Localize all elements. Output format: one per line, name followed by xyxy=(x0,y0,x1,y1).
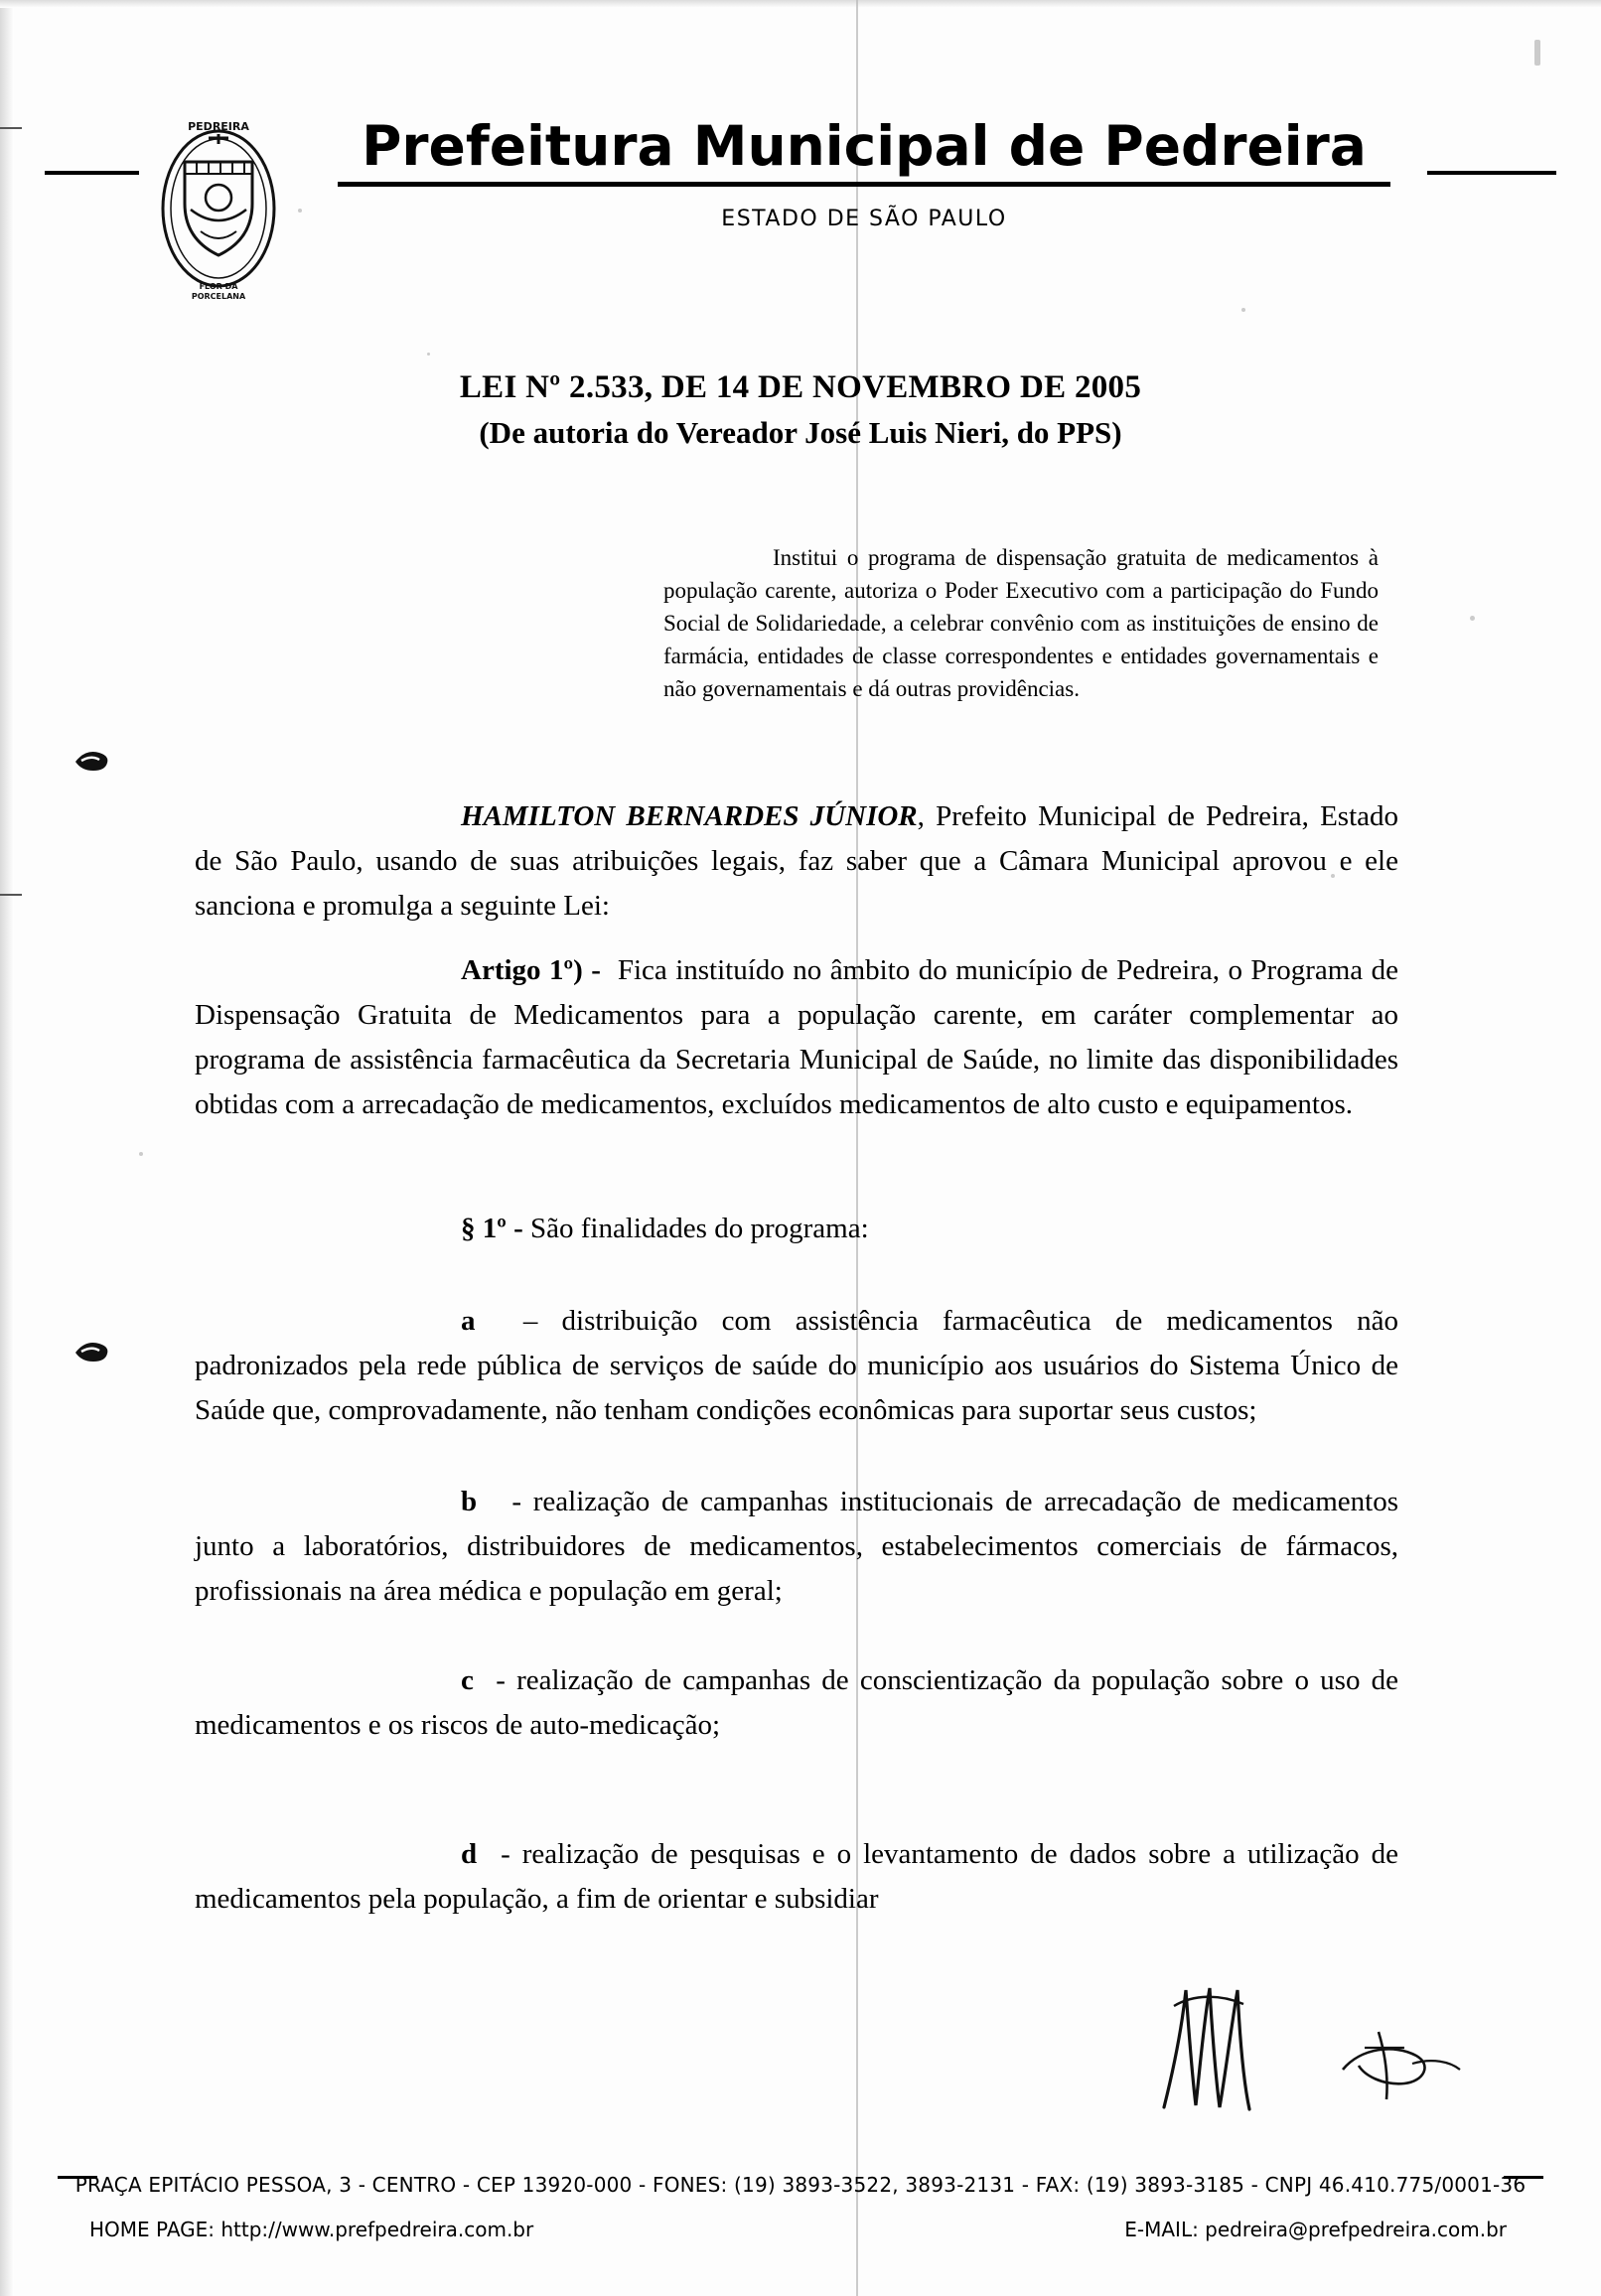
margin-tick xyxy=(0,127,22,129)
margin-tick xyxy=(0,894,22,896)
mayor-name: HAMILTON BERNARDES JÚNIOR xyxy=(461,800,918,832)
footer-address: PRAÇA EPITÁCIO PESSOA, 3 - CENTRO - CEP 13920-000 - FONES: (19) 3893-3522, 3893-2131 - FAX: (19) 3893-3185 - CNPJ 46.410.775/0001-36 xyxy=(74,2173,1527,2197)
item-a-block xyxy=(195,1299,1398,1433)
page-top-edge-shadow xyxy=(0,0,1601,8)
item-d-block xyxy=(195,1832,1398,1922)
svg-text:PORCELANA: PORCELANA xyxy=(191,292,246,301)
title-underline xyxy=(338,182,1390,187)
scan-speck xyxy=(1241,308,1245,312)
footer-email: E-MAIL: pedreira@prefpedreira.com.br xyxy=(1124,2218,1507,2241)
item-c-block xyxy=(195,1658,1398,1748)
preamble-rest: , Prefeito Municipal de Pedreira, Estado de São Paulo, usando de suas atribuições legais, faz saber que a Câmara Municipal aprovou e ele sanciona e promulga a seguinte Lei: xyxy=(195,800,1398,922)
article-1-label: Artigo 1º) - xyxy=(461,954,601,986)
header-title-block xyxy=(338,114,1390,231)
item-a-text: – distribuição com assistência farmacêutica de medicamentos não padronizados pela rede pública de serviços de saúde do município aos usuários do Sistema Único de Saúde que, comprovadamente, não tenham condições econômicas para suportar seus custos; xyxy=(195,1305,1398,1426)
item-d-label: d xyxy=(461,1838,478,1870)
footer-homepage: HOME PAGE: http://www.prefpedreira.com.br xyxy=(89,2218,534,2241)
binder-hole-mark xyxy=(72,1336,111,1369)
law-summary-block xyxy=(663,541,1379,705)
paragraph-1-text: São finalidades do programa: xyxy=(529,1213,869,1244)
signature-mark xyxy=(1134,1978,1462,2112)
item-b-label: b xyxy=(461,1486,478,1517)
item-c-label: c xyxy=(461,1664,474,1696)
page-left-edge-shadow xyxy=(0,0,14,2296)
law-title: LEI Nº 2.533, DE 14 DE NOVEMBRO DE 2005 xyxy=(459,369,1142,405)
item-c-text: - realização de campanhas de conscientização da população sobre o uso de medicamentos e os riscos de auto-medicação; xyxy=(195,1664,1398,1741)
city-title: Prefeitura Municipal de Pedreira xyxy=(362,114,1367,178)
binder-hole-mark xyxy=(72,745,111,779)
municipal-coat-of-arms-icon xyxy=(149,114,288,303)
article-1-text: Fica instituído no âmbito do município de Pedreira, o Programa de Dispensação Gratuita de Medicamentos para a população carente, em caráter complementar ao programa de assistência farmacêutica da Secretaria Municipal de Saúde, no limite das disponibilidades obtidas com a arrecadação de medicamentos, excluídos medicamentos de alto custo e equipamentos. xyxy=(195,954,1399,1120)
scan-speck xyxy=(139,1152,143,1156)
item-a-label: a xyxy=(461,1305,476,1337)
scan-speck xyxy=(1470,616,1475,621)
state-subtitle: ESTADO DE SÃO PAULO xyxy=(721,207,1007,231)
law-author: (De autoria do Vereador José Luis Nieri, do PPS) xyxy=(479,415,1122,450)
article-1-paragraph xyxy=(195,948,1398,1127)
scan-fold-line xyxy=(856,0,858,2296)
item-b-text: - realização de campanhas institucionais de arrecadação de medicamentos junto a laboratórios, distribuidores de medicamentos, estabelecimentos comerciais de fármacos, profissionais na área médica e população em geral; xyxy=(195,1486,1398,1607)
svg-text:FLOR DA: FLOR DA xyxy=(199,282,238,291)
paragraph-1-block xyxy=(195,1207,1398,1251)
document-header xyxy=(0,60,1601,301)
header-rule-left xyxy=(45,171,139,175)
item-b-block xyxy=(195,1480,1398,1614)
paragraph-1-label: § 1º - xyxy=(461,1213,523,1244)
item-d-text: - realização de pesquisas e o levantamento de dados sobre a utilização de medicamentos pela população, a fim de orientar e subsidiar xyxy=(195,1838,1398,1915)
svg-text:PEDREIRA: PEDREIRA xyxy=(188,120,249,133)
scan-speck xyxy=(427,353,430,356)
preamble-paragraph xyxy=(195,794,1398,929)
header-rule-right xyxy=(1427,171,1556,175)
law-summary-text: Institui o programa de dispensação gratuita de medicamentos à população carente, autoriza o Poder Executivo com a participação do Fundo Social de Solidariedade, a celebrar convênio com as instituições de ensino de farmácia, entidades de classe correspondentes e entidades governamentais e não governamentais e dá outras providências. xyxy=(663,545,1379,701)
